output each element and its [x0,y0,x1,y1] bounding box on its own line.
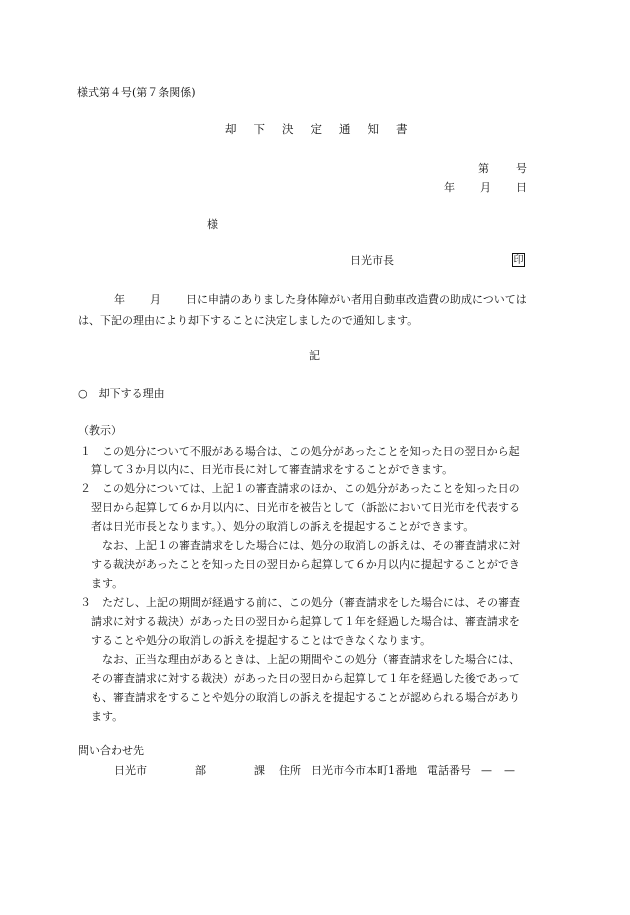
contact-phone-sep: — [504,764,515,777]
notice-line: 者は日光市長となります。）、処分の取消しの訴えを提起することができます。 [91,520,475,533]
issuer: 日光市長 [350,254,394,267]
date-year: 年 [444,181,455,194]
notice-line: 翌日から起算して６か月以内に、日光市を被告として（訴訟において日光市を代表する [91,501,520,514]
contact-heading: 問い合わせ先 [78,744,144,757]
contact-phone-label: 電話番号 [427,764,471,777]
notice-line: ます。 [91,710,124,723]
notice-line: することや処分の取消しの訴えを提起することはできなくなります。 [91,634,432,647]
notice-line: ます。 [91,577,124,590]
contact-dept: 部 [195,764,206,777]
date-day: 日 [516,181,527,194]
doc-number-suffix: 号 [516,162,527,175]
document-title [225,124,408,136]
notice-line: 請求に対する裁決）があった日の翌日から起算して１年を経過した場合は、審査請求を [91,615,520,628]
body-paragraph-line2: は、下記の理由により却下することに決定しましたので通知します。 [78,314,419,327]
title-char: 通 [339,122,351,136]
date-month: 月 [480,181,491,194]
notice-line: 算して３か月以内に、日光市長に対して審査請求をすることができます。 [91,463,454,476]
notice-line: する裁決があったことを知った日の翌日から起算して６か月以内に提起することができ [91,558,520,571]
contact-city: 日光市 [114,764,147,777]
form-number: 様式第４号(第７条関係) [77,86,196,99]
title-char: 知 [367,122,379,136]
doc-number [478,163,527,174]
doc-number-label: 第 [478,162,489,175]
contact-section: 課 [254,764,265,777]
seal-mark: 印 [513,255,524,266]
title-char: 書 [396,122,408,136]
ki-heading: 記 [309,349,320,362]
title-char: 決 [282,122,294,136]
contact-line [114,765,515,776]
contact-address-label: 住所 [279,764,301,777]
contact-address: 日光市今市本町1番地 [311,764,417,777]
notice-line: １ この処分について不服がある場合は、この処分があったことを知った日の翌日から起 [80,445,520,458]
addressee-suffix: 様 [207,218,218,231]
notice-line: ３ ただし、上記の期間が経過する前に、この処分（審査請求をした場合には、その審査 [80,596,520,609]
issue-date [444,182,527,193]
title-char: 定 [310,122,322,136]
contact-phone-sep: — [481,764,492,777]
title-char: 下 [253,122,265,136]
notice-line: なお、上記１の審査請求をした場合には、処分の取消しの訴えは、その審査請求に対 [102,539,520,552]
notice-line: なお、正当な理由があるときは、上記の期間やこの処分（審査請求をした場合には、 [102,653,520,666]
notice-line: ２ この処分については、上記１の審査請求のほか、この処分があったことを知った日の [80,482,520,495]
reason-heading: ○ 却下する理由 [78,387,165,400]
body-paragraph-line1: 年 月 日に申請のありました身体障がい者用自動車改造費の助成については [114,293,527,306]
title-char: 却 [225,122,237,136]
notice-line: その審査請求に対する裁決）があった日の翌日から起算して１年を経過した後であって [91,672,520,685]
notice-line: も、審査請求をすることや処分の取消しの訴えを提起することが認められる場合があり [91,691,520,704]
notice-heading: （教示） [78,424,122,437]
